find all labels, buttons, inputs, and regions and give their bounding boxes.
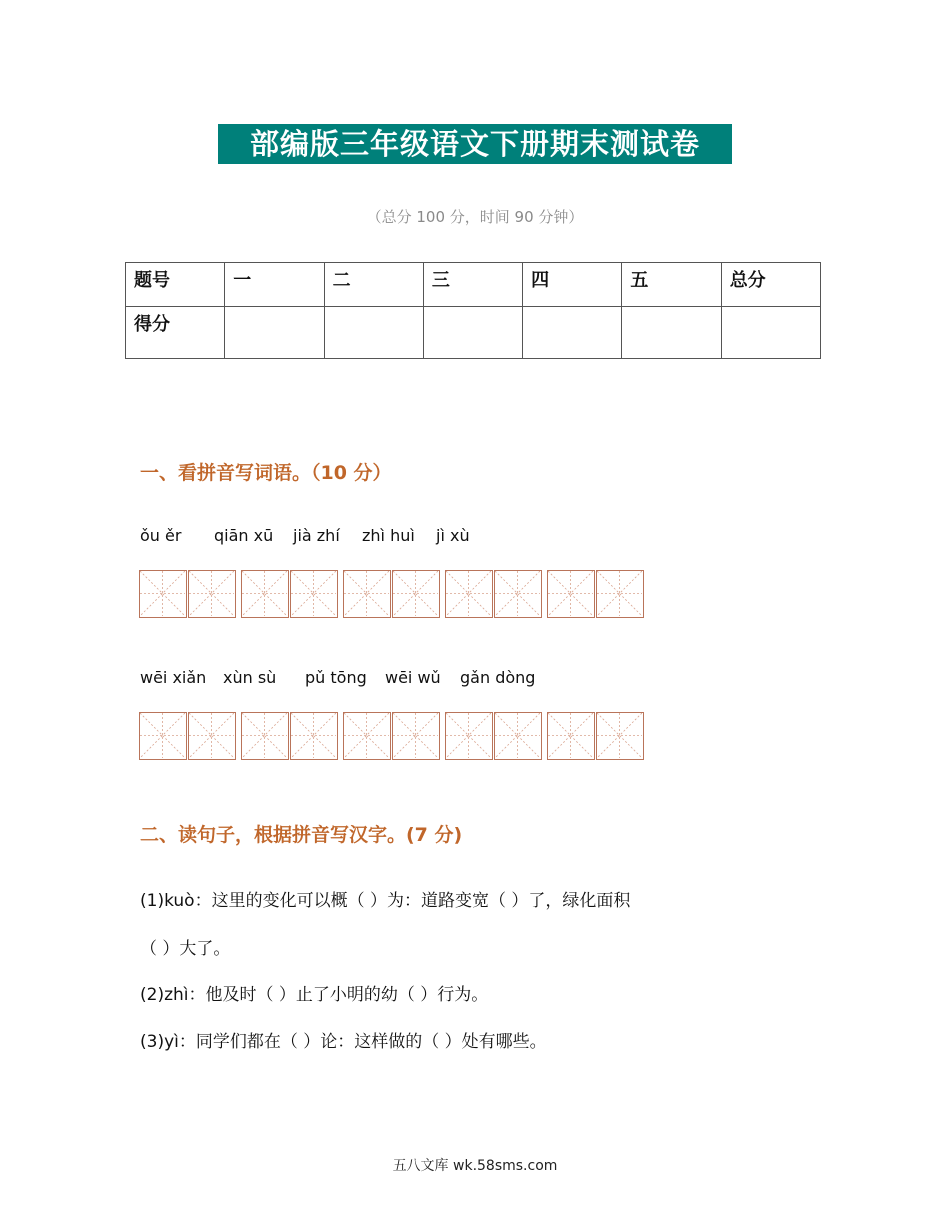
pinyin-word: gǎn dòng	[460, 668, 536, 687]
score-table-score-row	[126, 307, 821, 359]
page-title: 部编版三年级语文下册期末测试卷	[218, 124, 732, 164]
grid-guide-lines	[140, 571, 185, 616]
score-cell[interactable]	[423, 307, 522, 359]
score-table-header-row	[126, 263, 821, 307]
score-cell[interactable]	[225, 307, 324, 359]
score-row-label: 得分	[126, 307, 225, 359]
score-table	[125, 262, 821, 359]
character-writing-box[interactable]	[241, 570, 289, 618]
pinyin-word: wēi wǔ	[385, 668, 441, 687]
sentence-line: （ ）大了。	[140, 939, 231, 959]
grid-guide-lines	[597, 571, 642, 616]
header-cell: 总分	[721, 263, 820, 307]
score-cell[interactable]	[523, 307, 622, 359]
header-cell: 题号	[126, 263, 225, 307]
score-cell[interactable]	[721, 307, 820, 359]
grid-guide-lines	[242, 571, 287, 616]
pinyin-word: jià zhí	[293, 526, 340, 545]
grid-guide-lines	[597, 713, 642, 758]
character-writing-box[interactable]	[139, 712, 187, 760]
character-writing-box[interactable]	[547, 712, 595, 760]
footer-watermark: 五八文库 wk.58sms.com	[392, 1158, 558, 1174]
character-writing-box[interactable]	[290, 570, 338, 618]
grid-guide-lines	[242, 713, 287, 758]
header-cell: 四	[523, 263, 622, 307]
grid-guide-lines	[548, 571, 593, 616]
grid-guide-lines	[495, 713, 540, 758]
score-cell[interactable]	[324, 307, 423, 359]
character-writing-box[interactable]	[290, 712, 338, 760]
grid-guide-lines	[446, 571, 491, 616]
character-writing-box[interactable]	[596, 570, 644, 618]
grid-guide-lines	[446, 713, 491, 758]
pinyin-word: qiān xū	[214, 526, 274, 545]
pinyin-word: pǔ tōng	[305, 668, 367, 687]
character-writing-box[interactable]	[343, 570, 391, 618]
grid-guide-lines	[548, 713, 593, 758]
character-writing-box[interactable]	[445, 570, 493, 618]
grid-guide-lines	[393, 713, 438, 758]
character-writing-box[interactable]	[343, 712, 391, 760]
sentence-line: (1)kuò：这里的变化可以概（ ）为：道路变宽（ ）了，绿化面积	[140, 891, 631, 911]
header-cell: 五	[622, 263, 721, 307]
grid-guide-lines	[291, 571, 336, 616]
character-writing-box[interactable]	[596, 712, 644, 760]
grid-guide-lines	[344, 571, 389, 616]
character-writing-box[interactable]	[188, 712, 236, 760]
pinyin-word: xùn sù	[223, 668, 277, 687]
exam-info: （总分 100 分，时间 90 分钟）	[366, 208, 584, 226]
grid-guide-lines	[495, 571, 540, 616]
score-cell[interactable]	[622, 307, 721, 359]
pinyin-word: zhì huì	[362, 526, 415, 545]
grid-guide-lines	[291, 713, 336, 758]
header-cell: 一	[225, 263, 324, 307]
section-2-heading: 二、读句子，根据拼音写汉字。(7 分)	[140, 824, 463, 846]
character-writing-box[interactable]	[188, 570, 236, 618]
header-cell: 二	[324, 263, 423, 307]
header-cell: 三	[423, 263, 522, 307]
character-writing-box[interactable]	[392, 712, 440, 760]
character-writing-box[interactable]	[494, 570, 542, 618]
sentence-line: (2)zhì：他及时（ ）止了小明的幼（ ）行为。	[140, 985, 489, 1005]
character-writing-box[interactable]	[494, 712, 542, 760]
pinyin-word: jì xù	[436, 526, 470, 545]
grid-guide-lines	[189, 571, 234, 616]
character-writing-box[interactable]	[445, 712, 493, 760]
grid-guide-lines	[140, 713, 185, 758]
grid-guide-lines	[344, 713, 389, 758]
character-writing-box[interactable]	[241, 712, 289, 760]
character-writing-box[interactable]	[392, 570, 440, 618]
grid-guide-lines	[189, 713, 234, 758]
sentence-line: (3)yì：同学们都在（ ）论：这样做的（ ）处有哪些。	[140, 1032, 547, 1052]
section-1-heading: 一、看拼音写词语。（10 分）	[140, 462, 392, 484]
pinyin-word: ǒu ěr	[140, 526, 182, 545]
character-writing-box[interactable]	[139, 570, 187, 618]
grid-guide-lines	[393, 571, 438, 616]
character-writing-box[interactable]	[547, 570, 595, 618]
pinyin-word: wēi xiǎn	[140, 668, 207, 687]
